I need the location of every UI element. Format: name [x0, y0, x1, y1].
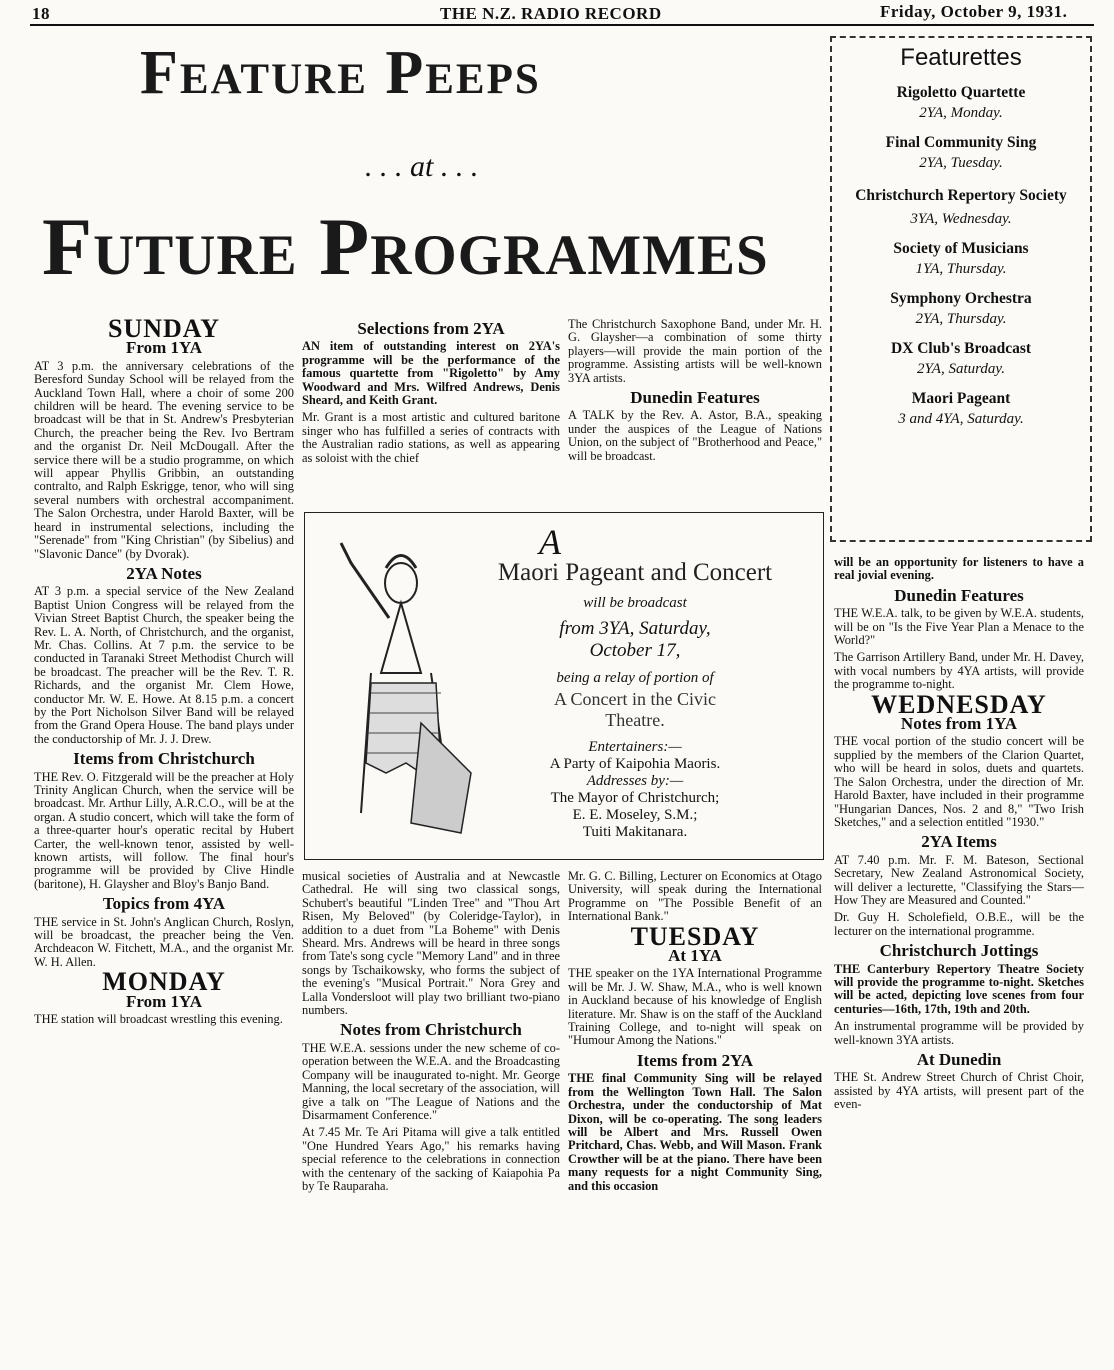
article-paragraph: THE final Community Sing will be relayed from the Wellington Town Hall. The Salon Orchestra, under the conductorship of Mat Dixon, will be co-operating. The song leaders will be Albert and Mrs. Russell Owen Pritchard, Chas. Webb, and Will Mason. Frank Crowther will be at the piano. There have been many requests for a night Community Sing, and this occasion	[568, 1071, 822, 1193]
heading-tuesday: TUESDAY	[630, 921, 760, 951]
advert-line: Theatre.	[605, 710, 665, 730]
subheading-at-1ya: At 1YA	[668, 946, 722, 966]
featurette-station: 2YA, Thursday.	[915, 311, 1007, 327]
article-paragraph: The Garrison Artillery Band, under Mr. H. Davey, with vocal numbers by 4YA artists, will provide the programme to-night.	[834, 650, 1084, 692]
featurette-name: Final Community Sing	[885, 134, 1037, 151]
advert-line: The Mayor of Christchurch;	[550, 790, 720, 806]
subheading-items-christchurch: Items from Christchurch	[73, 749, 255, 769]
advert-line: Entertainers:—	[588, 739, 682, 755]
article-paragraph: THE W.E.A. talk, to be given by W.E.A. students, will be on "Is the Five Year Plan a Menace to the World?"	[834, 606, 1084, 648]
featurette-item	[832, 184, 1090, 228]
featurette-name: Rigoletto Quartette	[896, 84, 1026, 101]
article-paragraph: THE St. Andrew Street Church of Christ Choir, assisted by 4YA artists, will present part of the even-	[834, 1070, 1084, 1112]
article-paragraph: THE station will broadcast wrestling this evening.	[34, 1012, 283, 1027]
featurette-name: Society of Musicians	[893, 240, 1029, 257]
featurettes-title: Featurettes	[900, 44, 1022, 71]
column-3-top	[568, 318, 822, 467]
column-4	[834, 556, 1084, 1116]
subheading-2ya-notes: 2YA Notes	[126, 563, 202, 583]
advert-line: A Party of Kaipohia Maoris.	[549, 756, 721, 772]
advert-line: A Concert in the Civic	[554, 689, 716, 709]
featurette-station: 3 and 4YA, Saturday.	[898, 411, 1024, 427]
article-paragraph: AT 3 p.m. a special service of the New Zealand Baptist Union Congress will be relayed from the Vivian Street Baptist Church, the speaker being the Rev. L. A. North, of Christchurch, and the organist, Mr. Chas. Collins. At 7 p.m. the service to be conducted in Taranaki Street Methodist Church will be broadcast. The preacher will be the Rev. T. R. Richards, and the organist Mr. Clem Howe, conductor Mr. W. E. Howe. At 8.15 p.m. a concert by the Port Nicholson Silver Band will be relayed from the Grand Opera House. The band plays under the conductorship of Mr. J. J. Drew.	[34, 584, 294, 746]
article-paragraph: THE speaker on the 1YA International Programme will be Mr. J. W. Shaw, M.A., who is well known in Auckland because of his knowledge of English literature. Mr. Shaw is on the staff of the Auckland Training College, and to-night will speak on "Humour Among the Nations."	[568, 966, 822, 1048]
article-paragraph: Dr. Guy H. Scholefield, O.B.E., will be the lecturer on the international programme.	[834, 910, 1084, 938]
article-paragraph: THE vocal portion of the studio concert will be supplied by the members of the Clarion Quartet, who will be heard in solos, duets and quartets. The Salon Orchestra, under the direction of Mr. Harold Baxter, have included in their programme "Hungarian Dances, Nos. 2 and 8," "Two Irish Sketches," and a selection entitled "1930."	[834, 734, 1084, 829]
featurette-station: 1YA, Thursday.	[915, 261, 1007, 277]
column-2-top	[302, 316, 560, 469]
advert-line: will be broadcast	[583, 595, 687, 611]
featurette-item	[832, 134, 1090, 172]
article-paragraph: THE Rev. O. Fitzgerald will be the preacher at Holy Trinity Anglican Church, when the service will be broadcast. Mr. Arthur Lilly, A.R.C.O., will be at the organ. A studio concert, which will take the form of a three-quarter hour's operatic recital by Hubert Carter, the well-known tenor, assisted by well-known artists, will follow. The final hour's programme will be provided by Clive Hindle (baritone), H. Glaysher and Bloy's Banjo Band.	[34, 769, 294, 891]
featurette-station: 2YA, Saturday.	[917, 361, 1005, 377]
featurette-name: DX Club's Broadcast	[890, 340, 1032, 357]
column-2-bottom	[302, 870, 560, 1197]
featurette-station: 2YA, Tuesday.	[919, 155, 1003, 171]
article-paragraph: AT 7.40 p.m. Mr. F. M. Bateson, Sectional Secretary, New Zealand Astronomical Society, will deliver a lecturette, "Classifying the Stars—How They are Measured and Counted."	[834, 852, 1084, 907]
advert-line: Tuiti Makitanara.	[582, 824, 688, 840]
headline-feature-peeps: Feature Peeps	[140, 39, 541, 107]
subheading-2ya-items: 2YA Items	[921, 832, 997, 852]
article-paragraph: will be an opportunity for listeners to have a real jovial evening.	[834, 555, 1084, 583]
subheading-dunedin-features: Dunedin Features	[630, 388, 760, 408]
advert-line: E. E. Moseley, S.M.;	[572, 807, 698, 823]
article-paragraph: The Christchurch Saxophone Band, under Mr. H. G. Glaysher—a combination of some thirty players—will provide the main portion of the programme. Assisting artists will be well-known 3YA artists.	[568, 317, 822, 385]
advert-line: being a relay of portion of	[556, 670, 714, 686]
headline-future-programmes: Future Programmes	[42, 201, 769, 292]
headline-at: . . . at . . .	[365, 150, 479, 183]
featurette-station: 2YA, Monday.	[919, 105, 1003, 121]
subheading-notes-christchurch: Notes from Christchurch	[340, 1020, 522, 1040]
subheading-dunedin-features: Dunedin Features	[894, 585, 1024, 605]
article-paragraph: THE Canterbury Repertory Theatre Society will provide the programme to-night. Sketches will be acted, depicting love scenes from four centuries—16th, 17th, 19th and 20th.	[834, 961, 1084, 1016]
subheading-christchurch-jottings: Christchurch Jottings	[879, 941, 1039, 961]
advert-line: from 3YA, Saturday,	[559, 618, 711, 639]
featurette-name: Symphony Orchestra	[890, 290, 1032, 307]
publication-title: THE N.Z. RADIO RECORD	[440, 4, 662, 23]
subheading-from-1ya: From 1YA	[125, 338, 203, 358]
article-paragraph: A TALK by the Rev. A. Astor, B.A., speaking under the auspices of the League of Nations Union, on the subject of "Brotherhood and Peace," will be broadcast.	[568, 408, 822, 463]
article-paragraph: At 7.45 Mr. Te Ari Pitama will give a talk entitled "One Hundred Years Ago," his remarks having special reference to the celebrations in connection with the centenary of the sacking of Kaiapohia Pa by Te Rauparaha.	[302, 1125, 560, 1193]
advert-text	[455, 521, 815, 841]
subheading-at-dunedin: At Dunedin	[916, 1050, 1002, 1069]
subheading-selections-2ya: Selections from 2YA	[357, 319, 505, 338]
subheading-items-2ya: Items from 2YA	[636, 1050, 754, 1070]
featurettes-box	[830, 36, 1092, 542]
featurette-item	[832, 290, 1090, 328]
featurette-item	[832, 240, 1090, 278]
article-paragraph: Mr. G. C. Billing, Lecturer on Economics at Otago University, will speak during the International Programme on "The Possible Benefit of an International Bank."	[568, 869, 822, 924]
advert-line: Addresses by:—	[586, 773, 684, 789]
article-paragraph: AN item of outstanding interest on 2YA's programme will be the performance of the famous quartette from "Rigoletto" by Amy Woodward and Mrs. Wilfred Andrews, Denis Sheard, and Keith Grant.	[302, 339, 560, 408]
article-paragraph: THE service in St. John's Anglican Church, Roslyn, will be broadcast, the preacher being the Ven. Archdeacon W. Fitchett, M.A., and the organist Mr. W. H. Allen.	[34, 914, 294, 969]
maori-pageant-advert	[304, 512, 824, 860]
featurette-item	[832, 84, 1090, 122]
featurette-item	[832, 340, 1090, 378]
subheading-notes-1ya: Notes from 1YA	[900, 714, 1018, 734]
page-number: 18	[32, 4, 50, 23]
article-paragraph: THE W.E.A. sessions under the new scheme of co-operation between the W.E.A. and the Broadcasting Company will be inaugurated to-night. Mr. George Manning, the local secretary of the association, will give a talk on "The League of Nations and the Disarmament Conference."	[302, 1040, 560, 1122]
advert-title: Maori Pageant and Concert	[497, 559, 773, 586]
header-rule	[30, 24, 1094, 26]
advert-letter-a: A	[539, 522, 561, 562]
featurette-name: Maori Pageant	[911, 390, 1011, 407]
subheading-topics-4ya: Topics from 4YA	[102, 894, 226, 914]
column-1	[34, 316, 294, 1031]
featurette-item	[832, 390, 1090, 428]
article-paragraph: AT 3 p.m. the anniversary celebrations of the Beresford Sunday School will be relayed from the Auckland Town Hall, where a choir of some 200 children will be heard. The evening service to be broadcast will be that in St. Andrew's Presbyterian Church, the preacher being the Rev. Ivo Bertram and the organist Dr. Neil McDougall. After the service there will be a studio programme, on which will appear Phyllis Gribbin, an outstanding contralto, and Ralph Eskrigge, tenor, who will sing several numbers with orchestral accompaniment. The Salon Orchestra, under Harold Baxter, will be heard in instrumental selections, including the "Serenade" from "King Christian" (by Sibelius) and "Slavonic Dance" (by Dvorak).	[34, 358, 294, 561]
article-paragraph: musical societies of Australia and at Newcastle Cathedral. He will sing two classical songs, Schubert's beautiful "Linden Tree" and "Thou Art Risen, My Beloved" (by Coleridge-Taylor), in addition to a duet from "La Boheme" with Denis Sheard. Mrs. Andrews will be heard in three songs from Tate's song cycle "Memory Land" and in three songs by Tschaikowsky, who forms the subject of the evening's "Musical Portrait." Nora Grey and Lalla Vondersloot will play two brilliant two-piano numbers.	[302, 869, 560, 1018]
heading-wednesday: WEDNESDAY	[871, 689, 1047, 719]
heading-sunday: SUNDAY	[108, 314, 220, 343]
advert-line: October 17,	[589, 640, 681, 661]
featurette-station: 3YA, Wednesday.	[910, 211, 1012, 227]
column-3-bottom	[568, 870, 822, 1197]
subheading-from-1ya: From 1YA	[125, 991, 203, 1011]
heading-monday: MONDAY	[102, 967, 226, 997]
article-paragraph: Mr. Grant is a most artistic and cultured baritone singer who has fulfilled a series of contracts with the Australian radio stations, as well as appearing as soloist with the chief	[302, 410, 560, 465]
issue-date: Friday, October 9, 1931.	[880, 2, 1068, 21]
article-paragraph: An instrumental programme will be provided by well-known 3YA artists.	[834, 1019, 1084, 1047]
featurette-name: Christchurch Repertory Society	[855, 187, 1067, 204]
